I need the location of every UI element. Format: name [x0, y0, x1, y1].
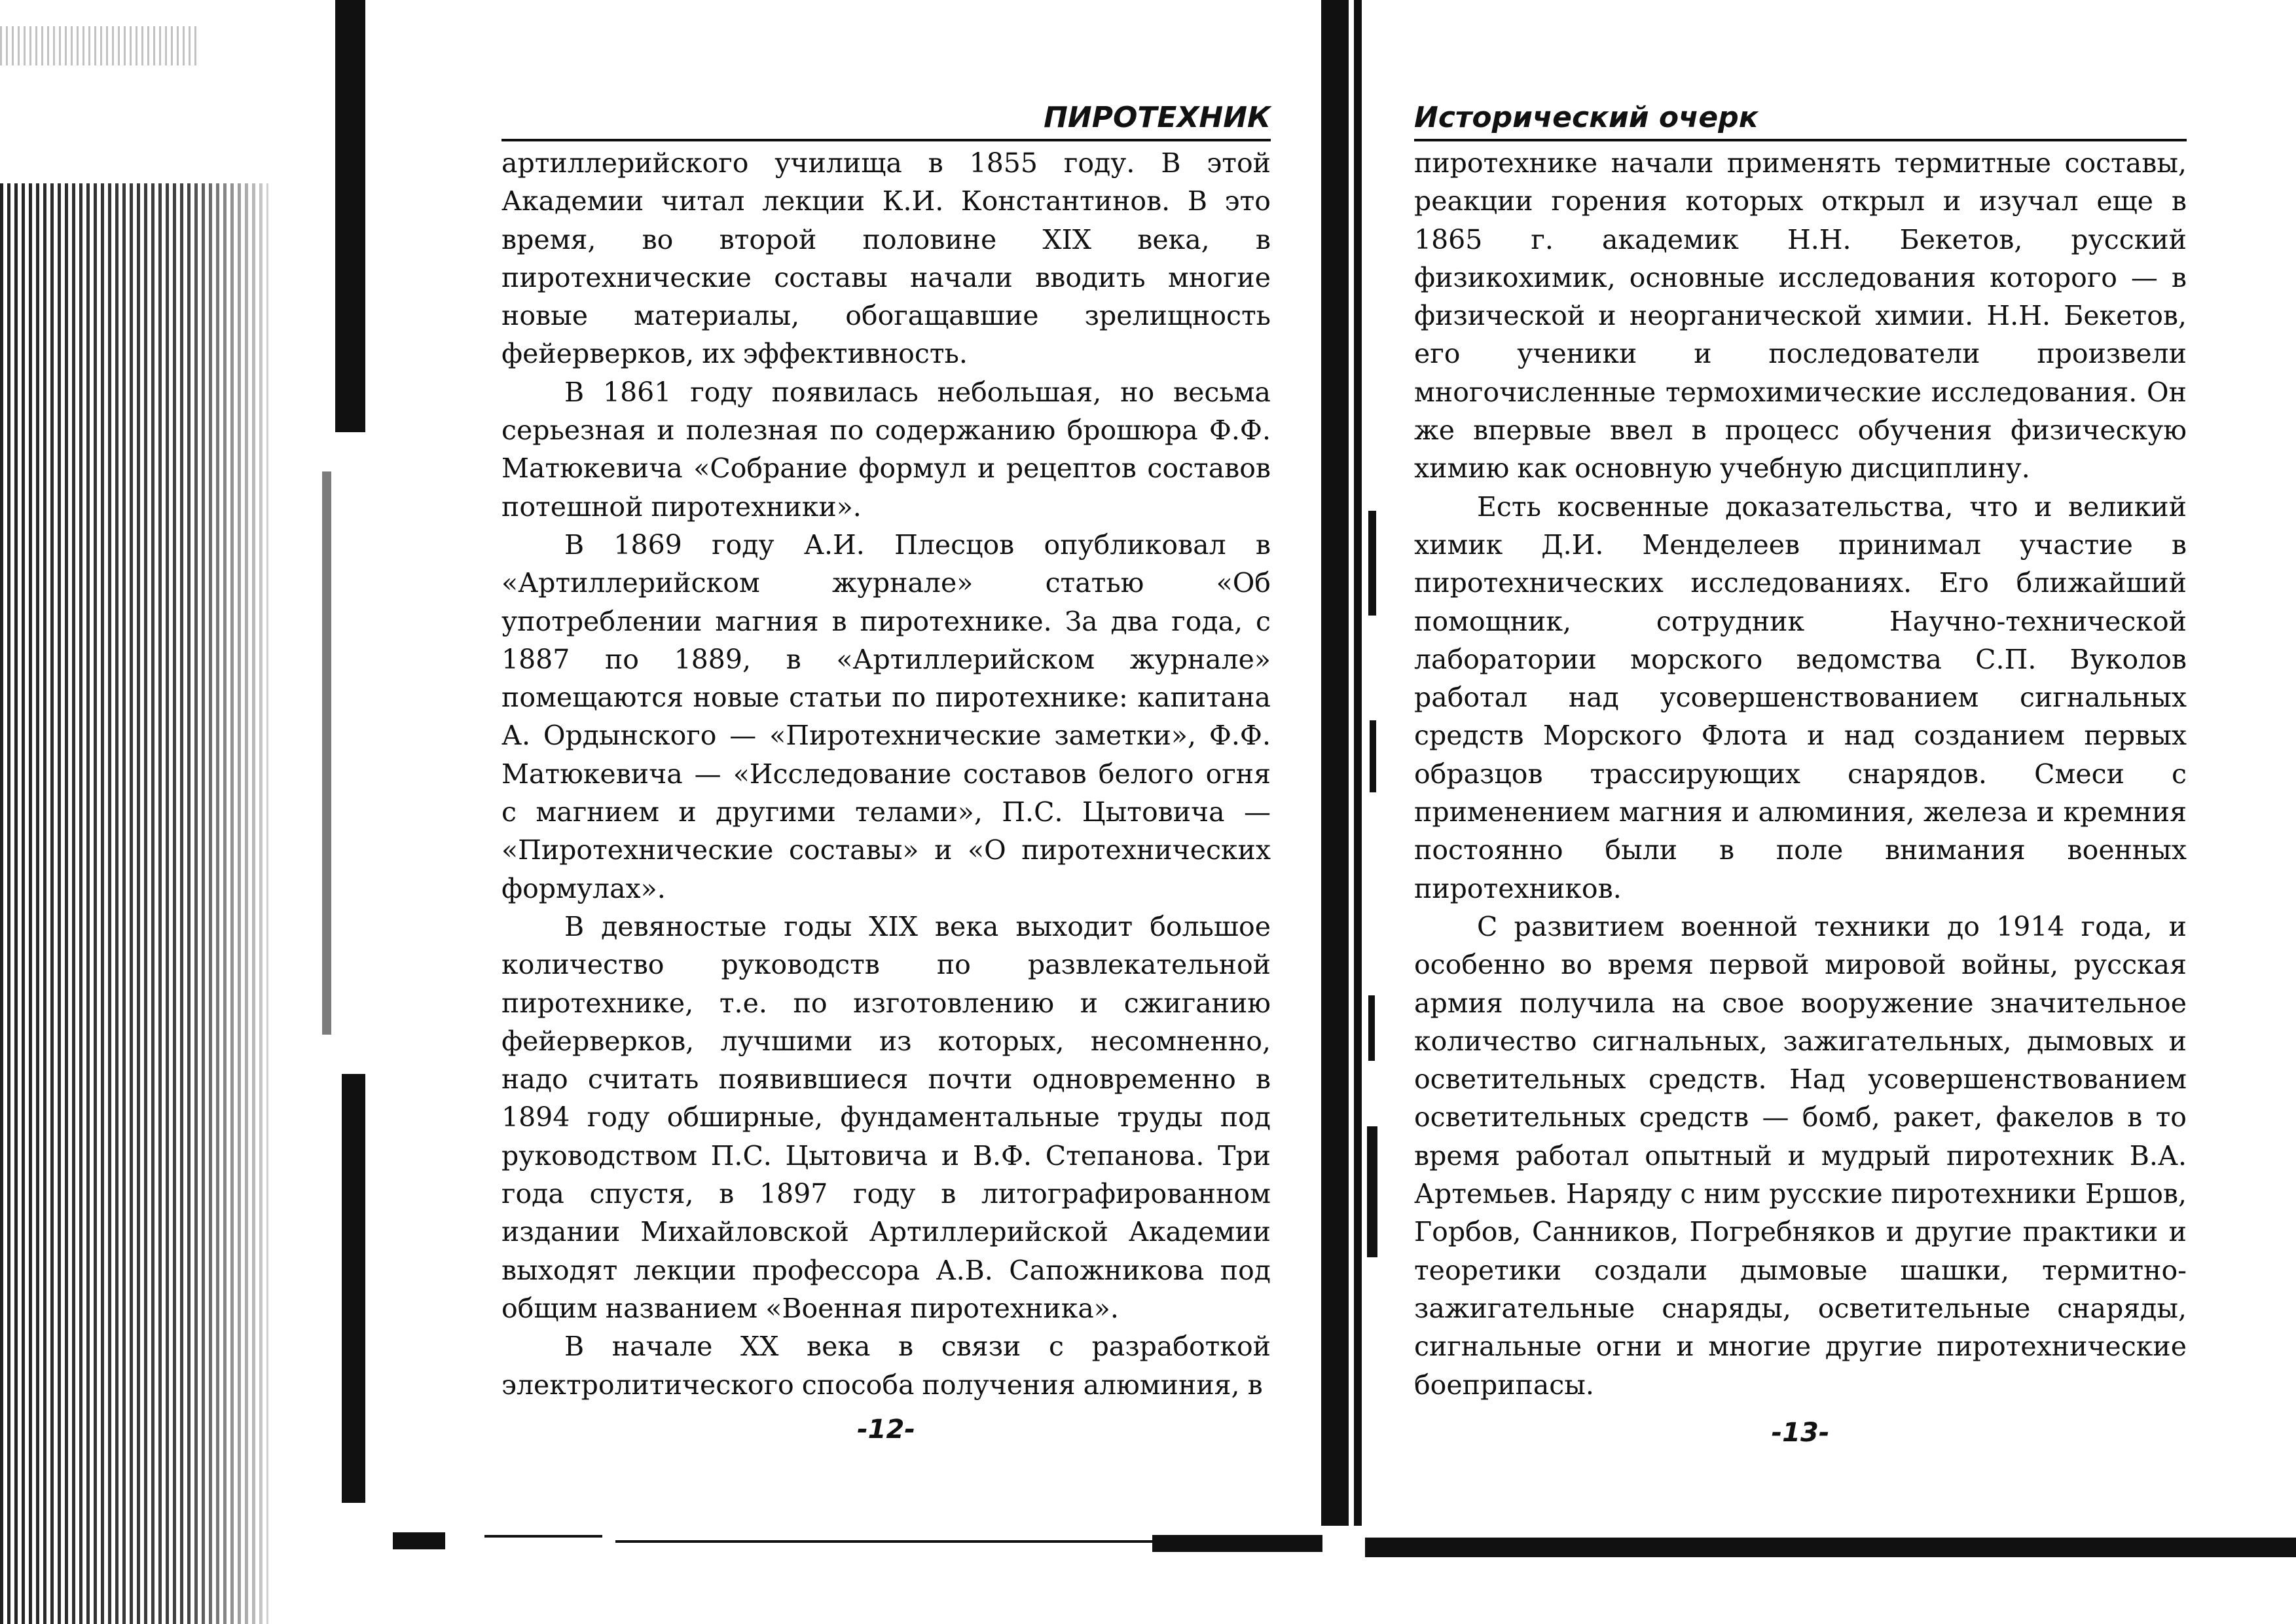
center-gutter-right [1354, 0, 1362, 1526]
bottom-bar-right [1365, 1538, 2296, 1557]
paragraph: В 1861 году появилась небольшая, но весьма серьезная и полезная по содержанию брошюра Ф.Ф. Матюкевича «Собрание формул и рецептов составов потешной пиротехники». [501, 376, 1271, 523]
right-edge-mark-3 [1368, 995, 1375, 1061]
paragraph: пиротехнике начали применять термитные составы, реакции горения которых открыл и изучал еще в 1865 г. академик Н.Н. Бекетов, русский физикохимик, основные исследования которого — в физической и неорганической химии. Н.Н. Бекетов, его ученики и последователи произвели многочисленные термохимические исследования. Он же впервые ввел в процесс обучения физическую химию как основную учебную дисциплину. [1414, 147, 2187, 485]
center-gutter-left [1321, 0, 1349, 1526]
paragraph: артиллерийского училища в 1855 году. В этой Академии читал лекции К.И. Константинов. В это время, во второй половине XIX века, в пиротехнические составы начали вводить многие новые материалы, обогащавшие зрелищность фейерверков, их эффективность. [501, 147, 1271, 370]
paragraph: В 1869 году А.И. Плесцов опубликовал в «Артиллерийском журнале» статью «Об употреблении магния в пиротехнике. За два года, с 1887 по 1889, в «Артиллерийском журнале» помещаются новые статьи по пиротехнике: капитана А. Ордынского — «Пиротехнические заметки», Ф.Ф. Матюкевича — «Исследование составов белого огня с магнием и другими телами», П.С. Цытовича — «Пиротехнические составы» и «О пиротехнических формулах». [501, 528, 1271, 904]
page-number-right: -13- [1771, 1418, 1830, 1448]
right-page [1414, 98, 2187, 1448]
left-page-edge-bar-mid [322, 471, 331, 1035]
bottom-line-left-1 [484, 1535, 602, 1538]
right-edge-mark-2 [1370, 720, 1376, 792]
bottom-edge-left [393, 1532, 445, 1549]
running-header-left: ПИРОТЕХНИК [501, 98, 1271, 141]
bottom-line-left-2 [615, 1540, 1165, 1543]
right-page-body [1414, 144, 2187, 1404]
scan-artifact-left-margin [0, 183, 268, 1624]
paragraph: В начале XX века в связи с разработкой электролитического способа получения алюминия, в [501, 1331, 1271, 1401]
left-page-edge-bar-lower [342, 1074, 365, 1503]
left-page-body [501, 144, 1271, 1404]
running-header-right: Исторический очерк [1414, 98, 2187, 141]
left-page [501, 98, 1271, 1445]
scan-artifact-top [0, 26, 196, 65]
left-page-edge-bar-upper [335, 0, 365, 432]
paragraph: Есть косвенные доказательства, что и великий химик Д.И. Менделеев принимал участие в пиротехнических исследованиях. Его ближайший помощник, сотрудник Научно-технической лаборатории морского ведомства С.П. Вуколов работал над усовершенствованием сигнальных средств Морского Флота и над созданием первых образцов трассирующих снарядов. Смеси с применением магния и алюминия, железа и кремния постоянно были в поле внимания военных пиротехников. [1414, 490, 2187, 904]
page-number-left: -12- [857, 1414, 915, 1445]
bottom-bar-left [1152, 1535, 1322, 1552]
paragraph: В девяностые годы XIX века выходит большое количество руководств по развлекательной пиротехнике, т.е. по изготовлению и сжиганию фейерверков, лучшими из которых, несомненно, надо считать появившиеся почти одновременно в 1894 году обширные, фундаментальные труды под руководством П.С. Цытовича и В.Ф. Степанова. Три года спустя, в 1897 году в литографированном издании Михайловской Артиллерийской Академии выходят лекции профессора А.В. Сапожникова под общим названием «Военная пиротехника». [501, 910, 1271, 1324]
right-edge-mark-1 [1368, 511, 1376, 616]
paragraph: С развитием военной техники до 1914 года, и особенно во время первой мировой войны, русская армия получила на свое вооружение значительное количество сигнальных, зажигательных, дымовых и осветительных средств. Над усовершенствованием осветительных средств — бомб, ракет, факелов в то время работал опытный и мудрый пиротехник В.А. Артемьев. Наряду с ним русские пиротехники Ершов, Горбов, Санников, Погребняков и другие практики и теоретики создали дымовые шашки, термитно-зажигательные снаряды, осветительные снаряды, сигнальные огни и многие другие пиротехнические боеприпасы. [1414, 910, 2187, 1401]
right-edge-mark-4 [1367, 1126, 1377, 1257]
